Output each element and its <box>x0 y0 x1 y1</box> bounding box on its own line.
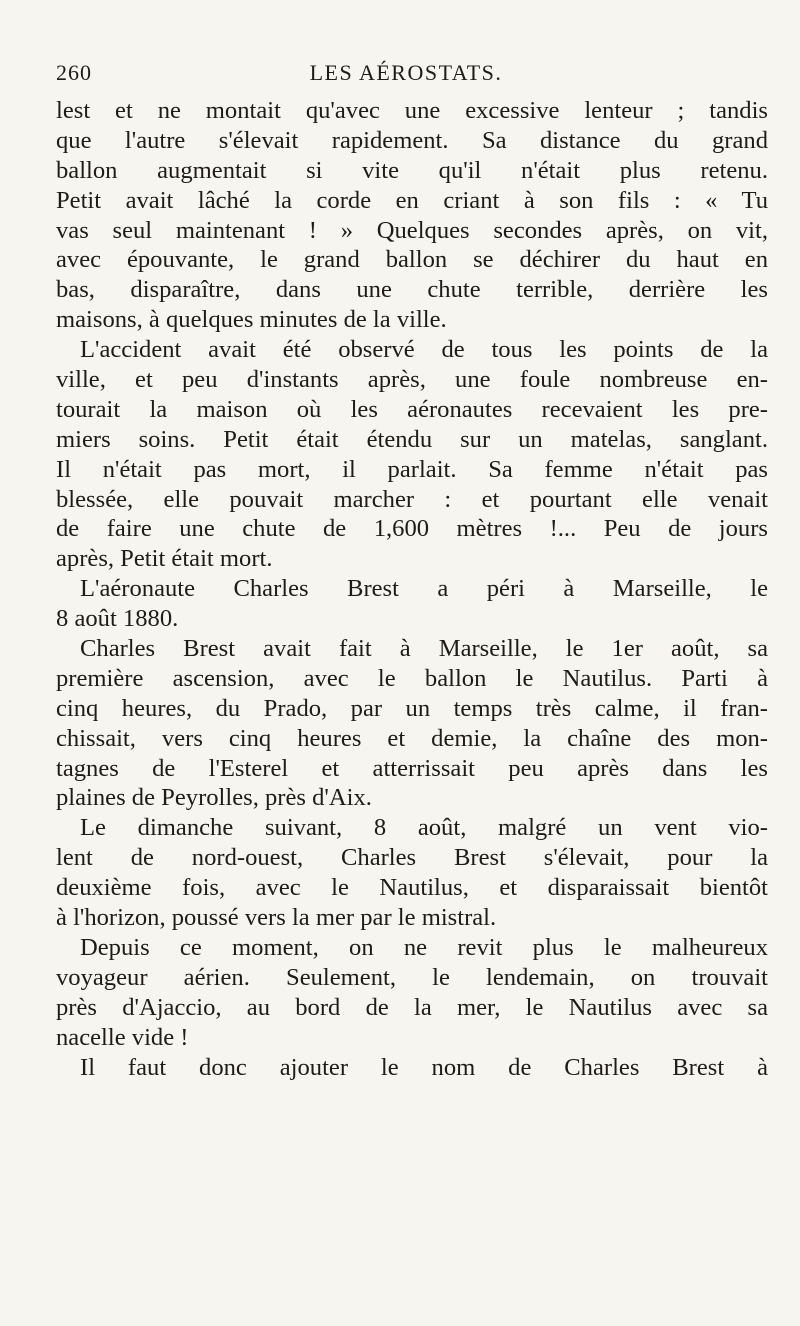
text-line: Depuis ce moment, on ne revit plus le malheureux <box>80 933 768 961</box>
running-title: LES AÉROSTATS. <box>309 60 503 85</box>
text-line: bas, disparaître, dans une chute terrible, derrière les <box>56 276 768 304</box>
text-line: vas seul maintenant ! » Quelques secondes après, on vit, <box>56 216 768 244</box>
text-line: à l'horizon, poussé vers la mer par le mistral. <box>56 904 497 932</box>
text-line: avec épouvante, le grand ballon se déchirer du haut en <box>56 246 768 274</box>
text-line: cinq heures, du Prado, par un temps très calme, il fran- <box>56 694 768 722</box>
text-line: 8 août 1880. <box>56 605 179 633</box>
text-line: nacelle vide ! <box>56 1023 189 1051</box>
text-line: ville, et peu d'instants après, une foule nombreuse en- <box>56 366 768 394</box>
text-line: Charles Brest avait fait à Marseille, le 1er août, sa <box>80 635 768 663</box>
text-line: première ascension, avec le ballon le Nautilus. Parti à <box>56 664 768 692</box>
text-line: deuxième fois, avec le Nautilus, et disparaissait bientôt <box>56 874 768 902</box>
text-line: tourait la maison où les aéronautes recevaient les pre- <box>56 395 768 423</box>
text-line: ballon augmentait si vite qu'il n'était plus retenu. <box>56 156 768 184</box>
text-line: voyageur aérien. Seulement, le lendemain, on trouvait <box>56 963 768 991</box>
text-line: miers soins. Petit était étendu sur un matelas, sanglant. <box>56 425 768 453</box>
text-line: L'aéronaute Charles Brest a péri à Marseille, le <box>80 575 768 603</box>
text-line: lest et ne montait qu'avec une excessive lenteur ; tandis <box>56 97 768 124</box>
text-line: L'accident avait été observé de tous les points de la <box>80 336 768 364</box>
text-line: blessée, elle pouvait marcher : et pourtant elle venait <box>56 485 768 513</box>
text-line: Petit avait lâché la corde en criant à son fils : « Tu <box>56 186 768 214</box>
page-number: 260 <box>56 60 92 85</box>
text-line: maisons, à quelques minutes de la ville. <box>56 306 447 334</box>
text-line: de faire une chute de 1,600 mètres !... Peu de jours <box>56 515 768 543</box>
text-line: Il n'était pas mort, il parlait. Sa femme n'était pas <box>56 455 768 483</box>
text-line: que l'autre s'élevait rapidement. Sa distance du grand <box>56 126 768 154</box>
text-line: après, Petit était mort. <box>56 545 273 573</box>
text-line: tagnes de l'Esterel et atterrissait peu après dans les <box>56 754 768 782</box>
text-line: plaines de Peyrolles, près d'Aix. <box>56 784 372 812</box>
text-line: près d'Ajaccio, au bord de la mer, le Nautilus avec sa <box>56 993 768 1021</box>
text-line: Le dimanche suivant, 8 août, malgré un vent vio- <box>80 814 768 842</box>
page-header <box>56 60 756 90</box>
body-text <box>56 96 768 1082</box>
text-line: chissait, vers cinq heures et demie, la chaîne des mon- <box>56 724 768 752</box>
text-line: Il faut donc ajouter le nom de Charles Brest à <box>80 1053 768 1081</box>
text-line: lent de nord-ouest, Charles Brest s'élevait, pour la <box>56 844 768 872</box>
